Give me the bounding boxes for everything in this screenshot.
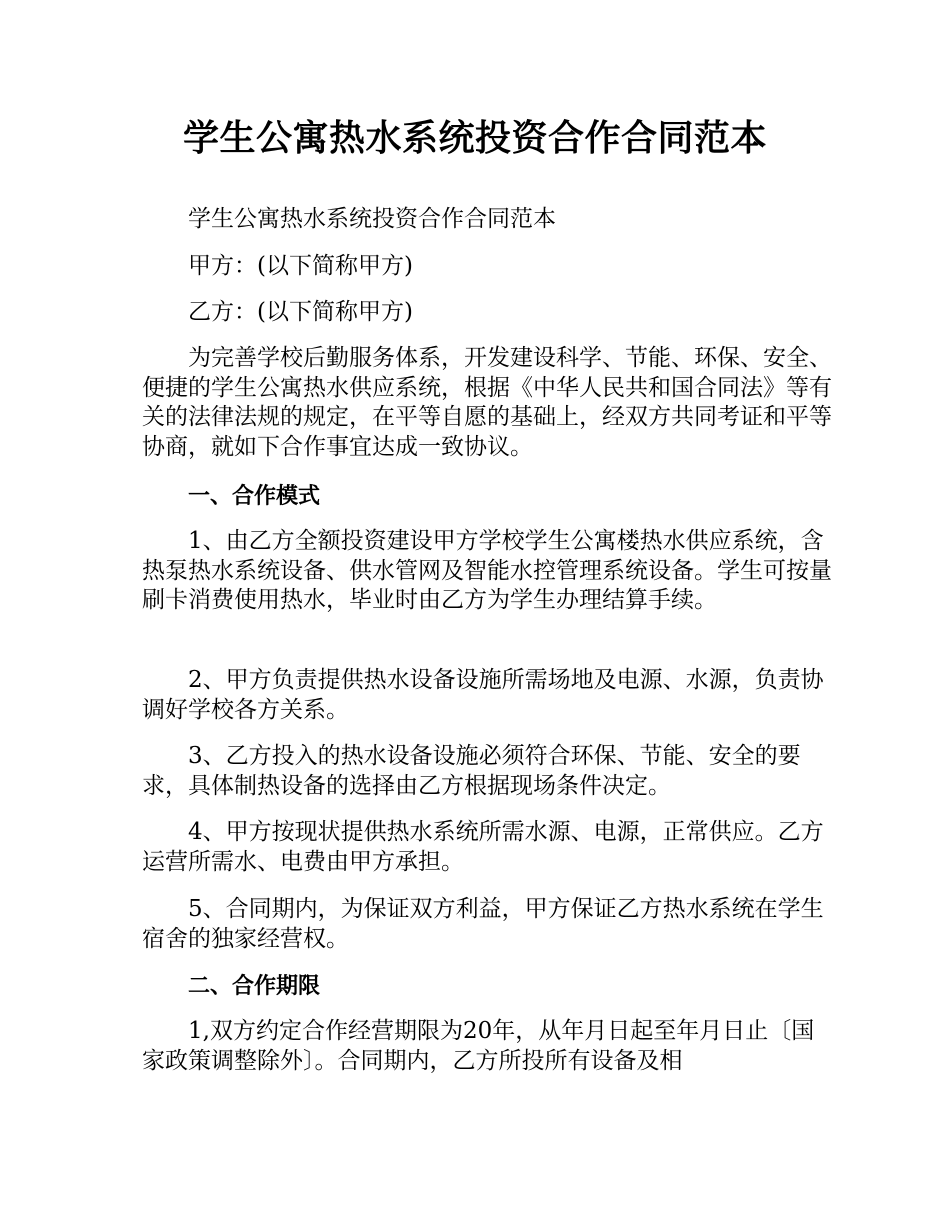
clause-paragraph: 1、由乙方全额投资建设甲方学校学生公寓楼热水供应系统，含热泵热水系统设备、供水管网及智能水控管理系统设备。学生可按量刷卡消费使用热水，毕业时由乙方为学生办理结算手续。 xyxy=(142,528,832,613)
clause-paragraph: 1,双方约定合作经营期限为20年，从年月日起至年月日止〔国家政策调整除外〕。合同期内，乙方所投所有设备及相 xyxy=(142,1018,815,1074)
preamble-paragraph: 为完善学校后勤服务体系，开发建设科学、节能、环保、安全、便捷的学生公寓热水供应系统，根据《中华人民共和国合同法》等有关的法律法规的规定，在平等自愿的基础上，经双方共同考证和平等协商，就如下合作事宜达成一致协议。 xyxy=(142,345,832,460)
party-b-paragraph: 乙方：(以下简称甲方) xyxy=(188,299,413,325)
section-heading-cooperation-term: 二、合作期限 xyxy=(188,974,321,999)
subtitle-paragraph: 学生公寓热水系统投资合作合同范本 xyxy=(188,206,556,232)
clause-paragraph: 2、甲方负责提供热水设备设施所需场地及电源、水源，负责协调好学校各方关系。 xyxy=(142,667,824,723)
document-title: 学生公寓热水系统投资合作合同范本 xyxy=(182,118,767,159)
clause-paragraph: 3、乙方投入的热水设备设施必须符合环保、节能、安全的要求，具体制热设备的选择由乙方根据现场条件决定。 xyxy=(142,743,801,799)
section-heading-cooperation-mode: 一、合作模式 xyxy=(188,484,321,509)
party-a-paragraph: 甲方：(以下简称甲方) xyxy=(188,253,413,279)
clause-paragraph: 5、合同期内，为保证双方利益，甲方保证乙方热水系统在学生宿舍的独家经营权。 xyxy=(142,896,824,952)
clause-paragraph: 4、甲方按现状提供热水系统所需水源、电源，正常供应。乙方运营所需水、电费由甲方承担。 xyxy=(142,819,824,875)
